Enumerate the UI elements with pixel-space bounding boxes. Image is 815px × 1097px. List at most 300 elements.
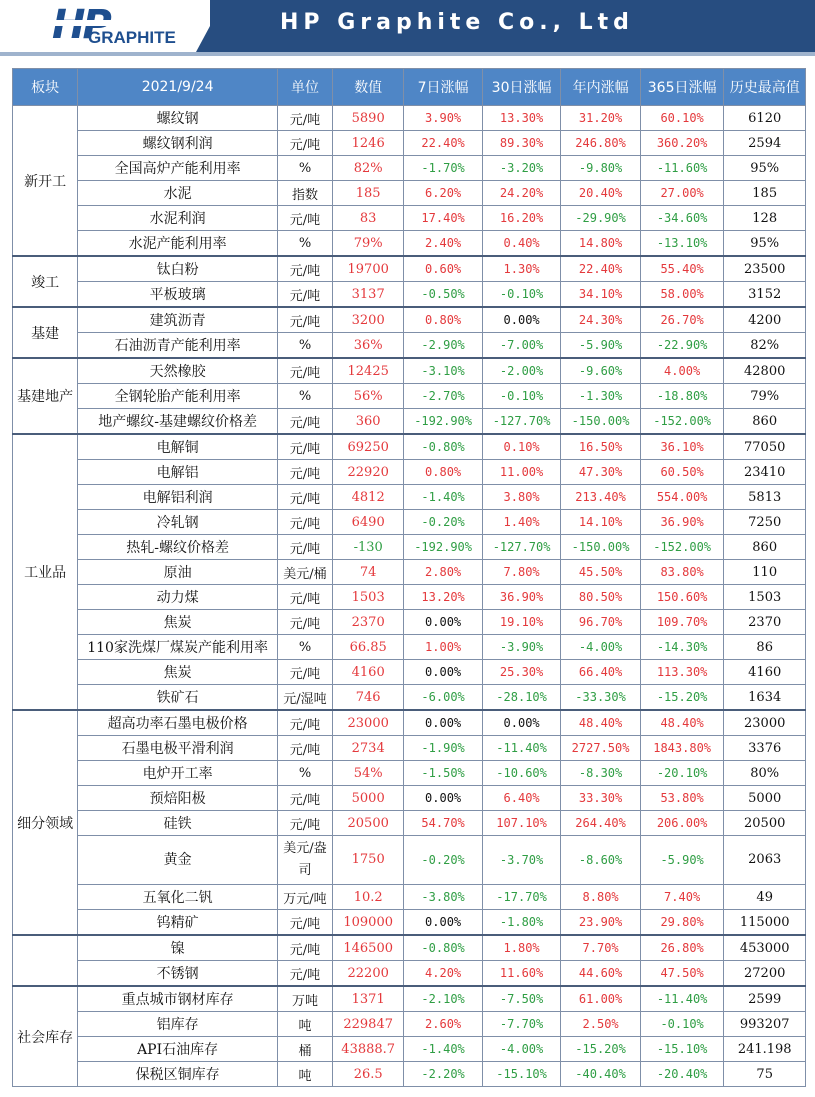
table-row: [13, 585, 806, 610]
change-7d-cell: -1.40%: [404, 1037, 482, 1062]
value-cell: 3137: [333, 282, 404, 308]
change-365d-cell: -18.80%: [640, 384, 724, 409]
commodity-name: 地产螺纹-基建螺纹价格差: [78, 409, 278, 435]
unit-cell: 元/吨: [277, 736, 332, 761]
table-row: [13, 961, 806, 987]
unit-cell: %: [277, 635, 332, 660]
value-cell: 746: [333, 685, 404, 711]
change-ytd-cell: 47.30%: [561, 460, 641, 485]
change-30d-cell: -17.70%: [482, 885, 560, 910]
change-ytd-cell: 48.40%: [561, 710, 641, 736]
commodity-name: 保税区铜库存: [78, 1062, 278, 1087]
commodity-name: 建筑沥青: [78, 307, 278, 333]
commodity-name: 电解铝利润: [78, 485, 278, 510]
table-row: [13, 761, 806, 786]
unit-cell: 元/吨: [277, 535, 332, 560]
historical-high-cell: 23000: [724, 710, 806, 736]
historical-high-cell: 23410: [724, 460, 806, 485]
change-7d-cell: -2.90%: [404, 333, 482, 359]
unit-cell: %: [277, 231, 332, 257]
commodity-name: 电解铜: [78, 434, 278, 460]
historical-high-cell: 115000: [724, 910, 806, 936]
historical-high-cell: 77050: [724, 434, 806, 460]
commodity-name: 镍: [78, 935, 278, 961]
column-header: 数值: [333, 69, 404, 106]
historical-high-cell: 3376: [724, 736, 806, 761]
change-ytd-cell: 31.20%: [561, 106, 641, 131]
sector-cell: 竣工: [13, 256, 78, 307]
company-title: HP Graphite Co., Ltd: [280, 10, 634, 35]
change-30d-cell: 0.10%: [482, 434, 560, 460]
table-row: [13, 836, 806, 885]
table-row: [13, 131, 806, 156]
change-30d-cell: 19.10%: [482, 610, 560, 635]
commodity-name: 水泥产能利用率: [78, 231, 278, 257]
change-ytd-cell: 33.30%: [561, 786, 641, 811]
sector-cell: 工业品: [13, 434, 78, 710]
commodity-name: 石墨电极平滑利润: [78, 736, 278, 761]
unit-cell: 美元/盎司: [277, 836, 332, 885]
change-365d-cell: 27.00%: [640, 181, 724, 206]
change-ytd-cell: -9.60%: [561, 358, 641, 384]
change-ytd-cell: 264.40%: [561, 811, 641, 836]
logo-graphite-text: GRAPHITE: [88, 28, 176, 47]
unit-cell: 万元/吨: [277, 885, 332, 910]
historical-high-cell: 2594: [724, 131, 806, 156]
historical-high-cell: 6120: [724, 106, 806, 131]
change-7d-cell: -1.90%: [404, 736, 482, 761]
table-row: [13, 986, 806, 1012]
commodity-name: 热轧-螺纹价格差: [78, 535, 278, 560]
unit-cell: 元/吨: [277, 282, 332, 308]
change-ytd-cell: -1.30%: [561, 384, 641, 409]
table-row: [13, 610, 806, 635]
column-header: 板块: [13, 69, 78, 106]
value-cell: 5000: [333, 786, 404, 811]
unit-cell: 元/吨: [277, 961, 332, 987]
historical-high-cell: 2599: [724, 986, 806, 1012]
change-ytd-cell: 24.30%: [561, 307, 641, 333]
value-cell: 54%: [333, 761, 404, 786]
header-underline: [0, 52, 815, 56]
sector-cell: 基建: [13, 307, 78, 358]
change-365d-cell: -152.00%: [640, 535, 724, 560]
change-365d-cell: -11.60%: [640, 156, 724, 181]
change-30d-cell: -127.70%: [482, 535, 560, 560]
historical-high-cell: 80%: [724, 761, 806, 786]
column-header: 单位: [277, 69, 332, 106]
change-ytd-cell: -8.60%: [561, 836, 641, 885]
change-7d-cell: 17.40%: [404, 206, 482, 231]
change-ytd-cell: 246.80%: [561, 131, 641, 156]
table-row: [13, 307, 806, 333]
change-7d-cell: 0.00%: [404, 910, 482, 936]
change-30d-cell: -7.50%: [482, 986, 560, 1012]
commodity-name: 螺纹钢利润: [78, 131, 278, 156]
commodity-name: 铝库存: [78, 1012, 278, 1037]
change-365d-cell: 83.80%: [640, 560, 724, 585]
change-ytd-cell: 44.60%: [561, 961, 641, 987]
unit-cell: 吨: [277, 1012, 332, 1037]
table-row: [13, 409, 806, 435]
unit-cell: 元/吨: [277, 610, 332, 635]
table-row: [13, 510, 806, 535]
historical-high-cell: 5000: [724, 786, 806, 811]
change-ytd-cell: -15.20%: [561, 1037, 641, 1062]
historical-high-cell: 241.198: [724, 1037, 806, 1062]
change-30d-cell: -0.10%: [482, 282, 560, 308]
value-cell: 6490: [333, 510, 404, 535]
change-30d-cell: 13.30%: [482, 106, 560, 131]
change-7d-cell: 3.90%: [404, 106, 482, 131]
value-cell: 66.85: [333, 635, 404, 660]
unit-cell: 元/吨: [277, 910, 332, 936]
change-365d-cell: -22.90%: [640, 333, 724, 359]
change-7d-cell: 6.20%: [404, 181, 482, 206]
change-7d-cell: -1.40%: [404, 485, 482, 510]
table-row: [13, 910, 806, 936]
historical-high-cell: 23500: [724, 256, 806, 282]
unit-cell: %: [277, 333, 332, 359]
sector-cell: 基建地产: [13, 358, 78, 434]
historical-high-cell: 75: [724, 1062, 806, 1087]
change-7d-cell: -3.10%: [404, 358, 482, 384]
commodity-name: 螺纹钢: [78, 106, 278, 131]
unit-cell: 元/吨: [277, 660, 332, 685]
table-row: [13, 434, 806, 460]
table-row: [13, 1062, 806, 1087]
change-30d-cell: 11.00%: [482, 460, 560, 485]
change-ytd-cell: -9.80%: [561, 156, 641, 181]
table-row: [13, 181, 806, 206]
value-cell: 1503: [333, 585, 404, 610]
change-365d-cell: -20.40%: [640, 1062, 724, 1087]
change-30d-cell: -15.10%: [482, 1062, 560, 1087]
change-30d-cell: 0.00%: [482, 307, 560, 333]
column-header: 历史最高值: [724, 69, 806, 106]
change-30d-cell: -3.20%: [482, 156, 560, 181]
commodity-name: 黄金: [78, 836, 278, 885]
value-cell: 2370: [333, 610, 404, 635]
historical-high-cell: 993207: [724, 1012, 806, 1037]
change-365d-cell: 113.30%: [640, 660, 724, 685]
change-7d-cell: 2.60%: [404, 1012, 482, 1037]
table-row: [13, 560, 806, 585]
change-30d-cell: -10.60%: [482, 761, 560, 786]
change-365d-cell: 7.40%: [640, 885, 724, 910]
unit-cell: 万吨: [277, 986, 332, 1012]
historical-high-cell: 860: [724, 409, 806, 435]
unit-cell: 元/吨: [277, 786, 332, 811]
value-cell: 82%: [333, 156, 404, 181]
historical-high-cell: 27200: [724, 961, 806, 987]
change-30d-cell: -7.00%: [482, 333, 560, 359]
table-row: [13, 1012, 806, 1037]
unit-cell: 元/吨: [277, 409, 332, 435]
commodity-name: 110家洗煤厂煤炭产能利用率: [78, 635, 278, 660]
historical-high-cell: 4200: [724, 307, 806, 333]
change-ytd-cell: 213.40%: [561, 485, 641, 510]
change-30d-cell: 0.00%: [482, 710, 560, 736]
logo-swoosh: [48, 20, 131, 26]
change-7d-cell: -2.20%: [404, 1062, 482, 1087]
change-365d-cell: 48.40%: [640, 710, 724, 736]
change-365d-cell: 60.10%: [640, 106, 724, 131]
value-cell: 36%: [333, 333, 404, 359]
unit-cell: 桶: [277, 1037, 332, 1062]
price-table: [12, 68, 806, 1087]
value-cell: 69250: [333, 434, 404, 460]
commodity-name: 预焙阳极: [78, 786, 278, 811]
change-ytd-cell: 14.80%: [561, 231, 641, 257]
change-ytd-cell: 14.10%: [561, 510, 641, 535]
change-365d-cell: 60.50%: [640, 460, 724, 485]
change-365d-cell: -13.10%: [640, 231, 724, 257]
sector-cell: 社会库存: [13, 986, 78, 1087]
value-cell: 5890: [333, 106, 404, 131]
table-row: [13, 256, 806, 282]
unit-cell: 元/吨: [277, 460, 332, 485]
unit-cell: 元/湿吨: [277, 685, 332, 711]
value-cell: 3200: [333, 307, 404, 333]
commodity-name: 钛白粉: [78, 256, 278, 282]
column-header: 2021/9/24: [78, 69, 278, 106]
historical-high-cell: 110: [724, 560, 806, 585]
table-row: [13, 106, 806, 131]
unit-cell: 元/吨: [277, 256, 332, 282]
column-header: 年内涨幅: [561, 69, 641, 106]
change-30d-cell: 7.80%: [482, 560, 560, 585]
change-7d-cell: -3.80%: [404, 885, 482, 910]
historical-high-cell: 128: [724, 206, 806, 231]
change-7d-cell: 0.00%: [404, 660, 482, 685]
change-7d-cell: 0.60%: [404, 256, 482, 282]
table-row: [13, 635, 806, 660]
change-7d-cell: 0.00%: [404, 710, 482, 736]
commodity-name: 电炉开工率: [78, 761, 278, 786]
change-7d-cell: 2.40%: [404, 231, 482, 257]
historical-high-cell: 2370: [724, 610, 806, 635]
change-365d-cell: 109.70%: [640, 610, 724, 635]
change-7d-cell: -0.20%: [404, 836, 482, 885]
change-365d-cell: 26.80%: [640, 935, 724, 961]
unit-cell: 元/吨: [277, 434, 332, 460]
value-cell: 26.5: [333, 1062, 404, 1087]
value-cell: 360: [333, 409, 404, 435]
change-30d-cell: -11.40%: [482, 736, 560, 761]
change-30d-cell: 24.20%: [482, 181, 560, 206]
change-30d-cell: 0.40%: [482, 231, 560, 257]
sector-cell: [13, 935, 78, 986]
change-365d-cell: 554.00%: [640, 485, 724, 510]
unit-cell: %: [277, 761, 332, 786]
change-30d-cell: -3.70%: [482, 836, 560, 885]
value-cell: 79%: [333, 231, 404, 257]
unit-cell: 元/吨: [277, 485, 332, 510]
change-ytd-cell: 2727.50%: [561, 736, 641, 761]
change-365d-cell: -15.10%: [640, 1037, 724, 1062]
change-ytd-cell: 45.50%: [561, 560, 641, 585]
table-row: [13, 736, 806, 761]
historical-high-cell: 20500: [724, 811, 806, 836]
change-7d-cell: 4.20%: [404, 961, 482, 987]
change-7d-cell: -1.50%: [404, 761, 482, 786]
unit-cell: 元/吨: [277, 131, 332, 156]
change-ytd-cell: -150.00%: [561, 409, 641, 435]
historical-high-cell: 95%: [724, 231, 806, 257]
unit-cell: 元/吨: [277, 585, 332, 610]
historical-high-cell: 2063: [724, 836, 806, 885]
historical-high-cell: 42800: [724, 358, 806, 384]
change-7d-cell: -0.50%: [404, 282, 482, 308]
value-cell: 83: [333, 206, 404, 231]
change-30d-cell: -0.10%: [482, 384, 560, 409]
change-ytd-cell: 34.10%: [561, 282, 641, 308]
table-row: [13, 485, 806, 510]
commodity-name: 硅铁: [78, 811, 278, 836]
table-row: [13, 535, 806, 560]
change-ytd-cell: -40.40%: [561, 1062, 641, 1087]
change-7d-cell: -1.70%: [404, 156, 482, 181]
change-ytd-cell: -4.00%: [561, 635, 641, 660]
change-365d-cell: -0.10%: [640, 1012, 724, 1037]
value-cell: 56%: [333, 384, 404, 409]
unit-cell: %: [277, 384, 332, 409]
commodity-name: 动力煤: [78, 585, 278, 610]
unit-cell: 元/吨: [277, 710, 332, 736]
commodity-name: 冷轧钢: [78, 510, 278, 535]
table-row: [13, 885, 806, 910]
change-7d-cell: -6.00%: [404, 685, 482, 711]
change-365d-cell: 206.00%: [640, 811, 724, 836]
change-365d-cell: 36.10%: [640, 434, 724, 460]
change-30d-cell: -127.70%: [482, 409, 560, 435]
table-row: [13, 1037, 806, 1062]
change-7d-cell: 13.20%: [404, 585, 482, 610]
change-ytd-cell: 7.70%: [561, 935, 641, 961]
change-365d-cell: -152.00%: [640, 409, 724, 435]
commodity-name: 石油沥青产能利用率: [78, 333, 278, 359]
table-row: [13, 231, 806, 257]
page-header: [0, 0, 815, 56]
change-ytd-cell: 66.40%: [561, 660, 641, 685]
table-row: [13, 935, 806, 961]
change-7d-cell: 0.00%: [404, 786, 482, 811]
unit-cell: %: [277, 156, 332, 181]
value-cell: 23000: [333, 710, 404, 736]
change-365d-cell: 1843.80%: [640, 736, 724, 761]
unit-cell: 元/吨: [277, 358, 332, 384]
column-header: 7日涨幅: [404, 69, 482, 106]
change-7d-cell: 2.80%: [404, 560, 482, 585]
table-row: [13, 786, 806, 811]
value-cell: 185: [333, 181, 404, 206]
commodity-name: 平板玻璃: [78, 282, 278, 308]
change-7d-cell: 0.00%: [404, 610, 482, 635]
table-row: [13, 333, 806, 359]
value-cell: 10.2: [333, 885, 404, 910]
change-365d-cell: 36.90%: [640, 510, 724, 535]
change-30d-cell: 36.90%: [482, 585, 560, 610]
change-30d-cell: -4.00%: [482, 1037, 560, 1062]
change-7d-cell: 0.80%: [404, 460, 482, 485]
change-ytd-cell: -33.30%: [561, 685, 641, 711]
change-365d-cell: -15.20%: [640, 685, 724, 711]
value-cell: 20500: [333, 811, 404, 836]
value-cell: -130: [333, 535, 404, 560]
historical-high-cell: 1634: [724, 685, 806, 711]
table-header-row: [13, 69, 806, 106]
table-row: [13, 660, 806, 685]
table-row: [13, 156, 806, 181]
change-ytd-cell: 20.40%: [561, 181, 641, 206]
commodity-name: 全国高炉产能利用率: [78, 156, 278, 181]
historical-high-cell: 185: [724, 181, 806, 206]
change-365d-cell: -20.10%: [640, 761, 724, 786]
change-365d-cell: 55.40%: [640, 256, 724, 282]
change-30d-cell: -7.70%: [482, 1012, 560, 1037]
change-7d-cell: -192.90%: [404, 409, 482, 435]
historical-high-cell: 3152: [724, 282, 806, 308]
historical-high-cell: 49: [724, 885, 806, 910]
change-365d-cell: 53.80%: [640, 786, 724, 811]
change-365d-cell: 360.20%: [640, 131, 724, 156]
value-cell: 43888.7: [333, 1037, 404, 1062]
change-30d-cell: -1.80%: [482, 910, 560, 936]
commodity-name: 铁矿石: [78, 685, 278, 711]
unit-cell: 美元/桶: [277, 560, 332, 585]
change-ytd-cell: -5.90%: [561, 333, 641, 359]
historical-high-cell: 4160: [724, 660, 806, 685]
change-30d-cell: 6.40%: [482, 786, 560, 811]
change-365d-cell: -14.30%: [640, 635, 724, 660]
change-30d-cell: 16.20%: [482, 206, 560, 231]
commodity-name: 焦炭: [78, 610, 278, 635]
change-365d-cell: -34.60%: [640, 206, 724, 231]
commodity-name: 电解铝: [78, 460, 278, 485]
change-ytd-cell: 61.00%: [561, 986, 641, 1012]
historical-high-cell: 79%: [724, 384, 806, 409]
value-cell: 1246: [333, 131, 404, 156]
commodity-name: 水泥利润: [78, 206, 278, 231]
change-30d-cell: 1.30%: [482, 256, 560, 282]
change-365d-cell: 58.00%: [640, 282, 724, 308]
value-cell: 229847: [333, 1012, 404, 1037]
commodity-name: API石油库存: [78, 1037, 278, 1062]
value-cell: 4812: [333, 485, 404, 510]
change-365d-cell: 26.70%: [640, 307, 724, 333]
change-7d-cell: -0.20%: [404, 510, 482, 535]
historical-high-cell: 7250: [724, 510, 806, 535]
change-365d-cell: -11.40%: [640, 986, 724, 1012]
table-row: [13, 685, 806, 711]
unit-cell: 元/吨: [277, 106, 332, 131]
change-7d-cell: -192.90%: [404, 535, 482, 560]
value-cell: 74: [333, 560, 404, 585]
value-cell: 19700: [333, 256, 404, 282]
change-30d-cell: 11.60%: [482, 961, 560, 987]
table-row: [13, 384, 806, 409]
commodity-name: 不锈钢: [78, 961, 278, 987]
change-ytd-cell: 8.80%: [561, 885, 641, 910]
table-row: [13, 710, 806, 736]
value-cell: 2734: [333, 736, 404, 761]
change-365d-cell: 47.50%: [640, 961, 724, 987]
change-7d-cell: 0.80%: [404, 307, 482, 333]
value-cell: 22920: [333, 460, 404, 485]
change-ytd-cell: -8.30%: [561, 761, 641, 786]
change-30d-cell: 25.30%: [482, 660, 560, 685]
